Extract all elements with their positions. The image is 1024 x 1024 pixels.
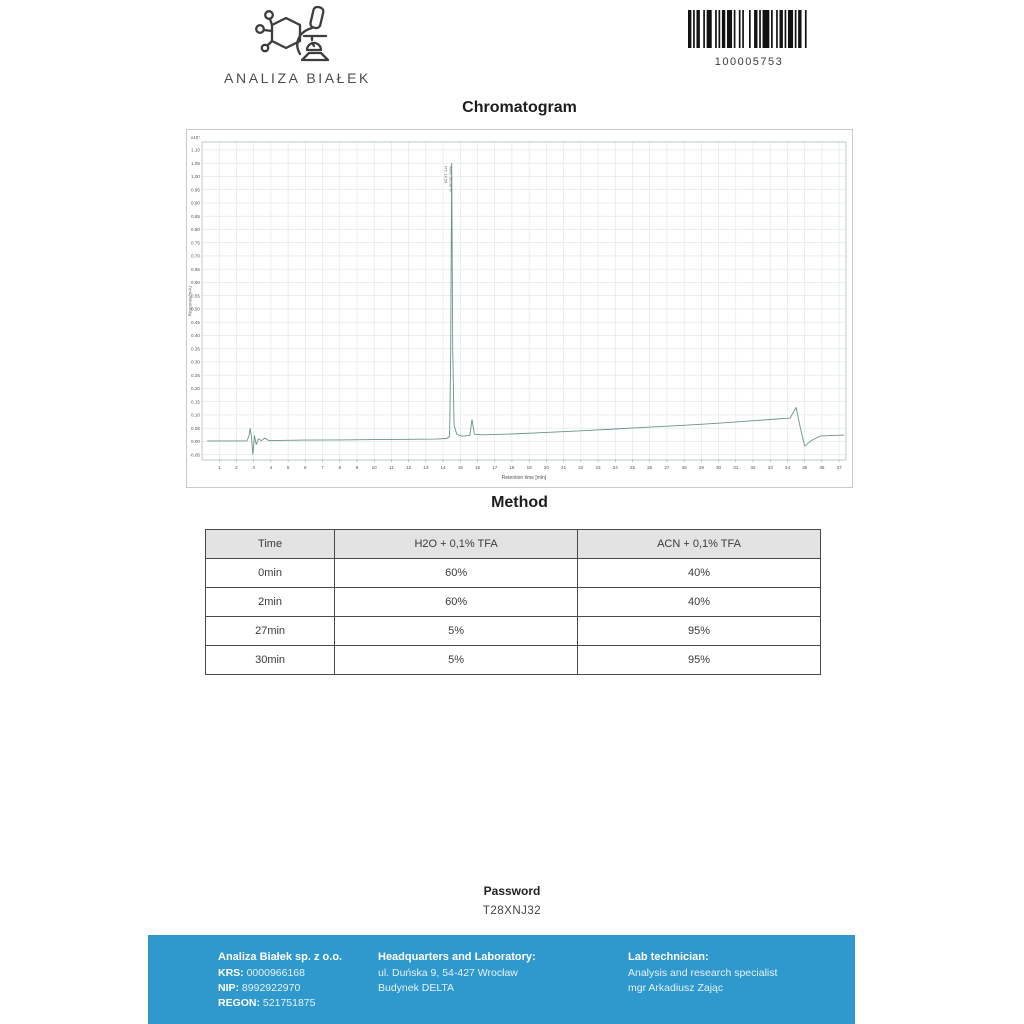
svg-text:11: 11: [389, 465, 394, 470]
svg-text:30: 30: [716, 465, 722, 470]
method-table-header: ACN + 0,1% TFA: [578, 530, 821, 559]
svg-text:0.30: 0.30: [191, 359, 200, 365]
method-title: Method: [491, 494, 548, 511]
svg-text:34: 34: [784, 465, 791, 470]
table-cell: 5%: [335, 646, 578, 675]
table-cell: 95%: [578, 646, 821, 675]
table-cell: 40%: [578, 559, 821, 588]
footer-hq-title: Headquarters and Laboratory:: [378, 951, 536, 963]
barcode: [686, 10, 812, 68]
svg-text:36: 36: [819, 465, 825, 470]
svg-text:0.15: 0.15: [191, 399, 200, 405]
svg-text:0.40: 0.40: [191, 333, 200, 339]
table-row: [206, 617, 821, 646]
table-cell: 27min: [206, 617, 335, 646]
svg-text:29: 29: [698, 465, 704, 470]
svg-text:21: 21: [561, 465, 567, 470]
svg-text:0.45: 0.45: [191, 319, 200, 325]
svg-text:0.05: 0.05: [191, 425, 200, 431]
table-cell: 60%: [335, 559, 578, 588]
table-cell: 5%: [335, 617, 578, 646]
svg-text:10: 10: [371, 465, 377, 470]
svg-text:12: 12: [406, 465, 412, 470]
svg-text:1: 1: [217, 465, 221, 470]
footer-hq-address1: ul. Duńska 9, 54-427 Wrocław: [378, 967, 518, 980]
svg-text:1.00: 1.00: [191, 174, 200, 180]
svg-text:0.20: 0.20: [191, 386, 200, 392]
svg-text:5: 5: [286, 465, 290, 470]
svg-text:-0.05: -0.05: [189, 452, 200, 458]
svg-text:16: 16: [474, 465, 481, 470]
footer-regon: REGON: 521751875: [218, 996, 316, 1009]
svg-text:1.05: 1.05: [191, 160, 200, 166]
method-table-header: Time: [206, 530, 335, 559]
svg-text:7: 7: [321, 465, 324, 470]
svg-text:32: 32: [750, 465, 756, 470]
svg-text:0.75: 0.75: [191, 240, 200, 246]
table-row: [206, 588, 821, 617]
table-cell: 2min: [206, 588, 335, 617]
svg-text:RT: 14.59: RT: 14.59: [443, 166, 449, 184]
svg-text:Area: 99.08 %: Area: 99.08 %: [448, 166, 454, 192]
svg-text:Retention time [min]: Retention time [min]: [501, 475, 547, 481]
svg-text:33: 33: [767, 465, 773, 470]
svg-text:24: 24: [612, 465, 618, 470]
svg-text:3: 3: [252, 465, 255, 470]
svg-text:13: 13: [423, 465, 429, 470]
footer-tech-title: Lab technician:: [628, 951, 709, 963]
svg-text:0.80: 0.80: [191, 227, 200, 233]
svg-text:0.95: 0.95: [191, 187, 200, 193]
svg-text:0.70: 0.70: [191, 253, 200, 259]
svg-text:22: 22: [578, 465, 584, 470]
svg-text:37: 37: [836, 465, 842, 470]
company-logo: [205, 6, 390, 86]
logo-text: ANALIZA BIAŁEK: [224, 70, 371, 86]
chromatogram-title: Chromatogram: [462, 99, 577, 116]
svg-text:25: 25: [629, 465, 636, 470]
svg-text:0.60: 0.60: [191, 280, 200, 286]
svg-text:0.85: 0.85: [191, 213, 200, 219]
svg-text:26: 26: [647, 465, 653, 470]
svg-text:0.25: 0.25: [191, 372, 200, 378]
table-cell: 0min: [206, 559, 335, 588]
table-cell: 95%: [578, 617, 821, 646]
footer: [148, 935, 855, 1024]
svg-text:17: 17: [492, 465, 498, 470]
svg-text:27: 27: [664, 465, 670, 470]
svg-text:0.35: 0.35: [191, 346, 200, 352]
table-row: [206, 559, 821, 588]
svg-text:1.10: 1.10: [191, 147, 200, 153]
svg-text:4: 4: [269, 465, 273, 470]
svg-text:14: 14: [440, 465, 446, 470]
svg-text:35: 35: [802, 465, 808, 470]
password-label: Password: [483, 884, 541, 898]
barcode-image: [688, 10, 810, 48]
svg-text:x10⁷: x10⁷: [190, 135, 200, 140]
password-value: T28XNJ32: [482, 905, 542, 917]
method-table-header: H2O + 0,1% TFA: [335, 530, 578, 559]
svg-text:28: 28: [681, 465, 687, 470]
barcode-number: 100005753: [714, 56, 784, 68]
svg-text:0.50: 0.50: [191, 306, 200, 312]
table-cell: 60%: [335, 588, 578, 617]
table-cell: 30min: [206, 646, 335, 675]
footer-tech-line2: mgr Arkadiusz Zając: [628, 982, 724, 995]
svg-text:8: 8: [338, 465, 342, 470]
footer-headquarters-block: [366, 950, 613, 1024]
table-cell: 40%: [578, 588, 821, 617]
svg-text:18: 18: [509, 465, 515, 470]
svg-text:0.55: 0.55: [191, 293, 200, 299]
svg-text:20: 20: [543, 465, 549, 470]
footer-hq-address2: Budynek DELTA: [378, 982, 455, 995]
svg-text:31: 31: [733, 465, 739, 470]
svg-text:0.10: 0.10: [191, 412, 200, 418]
svg-text:0.00: 0.00: [191, 439, 200, 445]
molecule-microscope-icon: [246, 6, 350, 68]
footer-company-block: [148, 950, 366, 1024]
svg-text:0.90: 0.90: [191, 200, 200, 206]
chromatogram-plot: [187, 130, 852, 485]
footer-tech-line1: Analysis and research specialist: [628, 967, 778, 980]
svg-text:6: 6: [304, 465, 307, 470]
svg-text:2: 2: [235, 465, 238, 470]
svg-text:23: 23: [595, 465, 601, 470]
chromatogram-chart: [186, 129, 853, 488]
svg-text:0.65: 0.65: [191, 266, 200, 272]
footer-company-name: Analiza Białek sp. z o.o.: [218, 951, 343, 963]
footer-nip: NIP: 8992922970: [218, 982, 301, 995]
svg-text:15: 15: [457, 465, 463, 470]
method-table: [205, 529, 821, 675]
footer-krs: KRS: 0000966168: [218, 967, 305, 980]
svg-text:19: 19: [526, 465, 532, 470]
footer-technician-block: [613, 950, 855, 1024]
svg-text:Response/mAU: Response/mAU: [187, 285, 193, 317]
table-row: [206, 646, 821, 675]
svg-text:9: 9: [355, 465, 359, 470]
